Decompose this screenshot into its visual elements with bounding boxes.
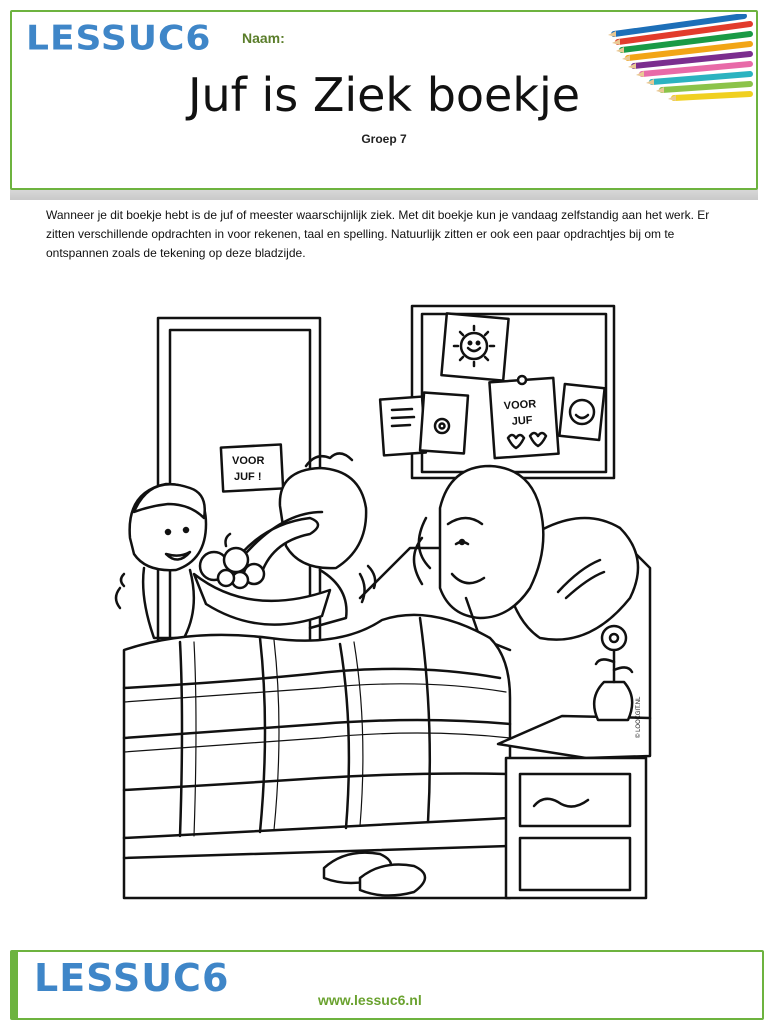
checkered-blanket xyxy=(124,615,510,838)
naam-label: Naam: xyxy=(242,30,285,46)
vase-with-flower xyxy=(594,626,632,720)
group-label: Groep 7 xyxy=(361,132,407,146)
lessuc6-footer-logo[interactable]: LESSUC6 xyxy=(34,956,230,1000)
footer-banner xyxy=(10,950,764,1020)
bulletin-board xyxy=(380,306,614,478)
voor-juf-sign xyxy=(221,444,283,491)
sign-juf-text: JUF ! xyxy=(234,471,262,483)
card-juf-text: JUF xyxy=(511,414,533,428)
header-banner xyxy=(10,10,758,190)
nightstand xyxy=(498,716,650,898)
sign-voor-text: VOOR xyxy=(232,455,265,467)
copyright-text: © LOOKGIT.NL xyxy=(636,696,642,738)
coloring-illustration xyxy=(110,298,655,908)
lessuc6-logo[interactable]: LESSUC6 xyxy=(26,19,212,58)
colored-pencils-icon xyxy=(604,14,754,106)
card-voor-text: VOOR xyxy=(503,398,537,413)
slippers xyxy=(324,853,425,896)
intro-paragraph: Wanneer je dit boekje hebt is de juf of meester waarschijnlijk ziek. Met dit boekje kun je vandaag zelfstandig aan het werk. Er zitten verschillende opdrachten in voor rekenen, taal en spelling. Natuurlijk zitten er ook een paar opdrachtjes bij om te ontspannen zoals de tekening op deze bladzijde. xyxy=(46,208,710,260)
website-link[interactable]: www.lessuc6.nl xyxy=(318,992,422,1008)
page-title: Juf is Ziek boekje xyxy=(187,68,581,122)
boy-figure xyxy=(116,484,206,638)
